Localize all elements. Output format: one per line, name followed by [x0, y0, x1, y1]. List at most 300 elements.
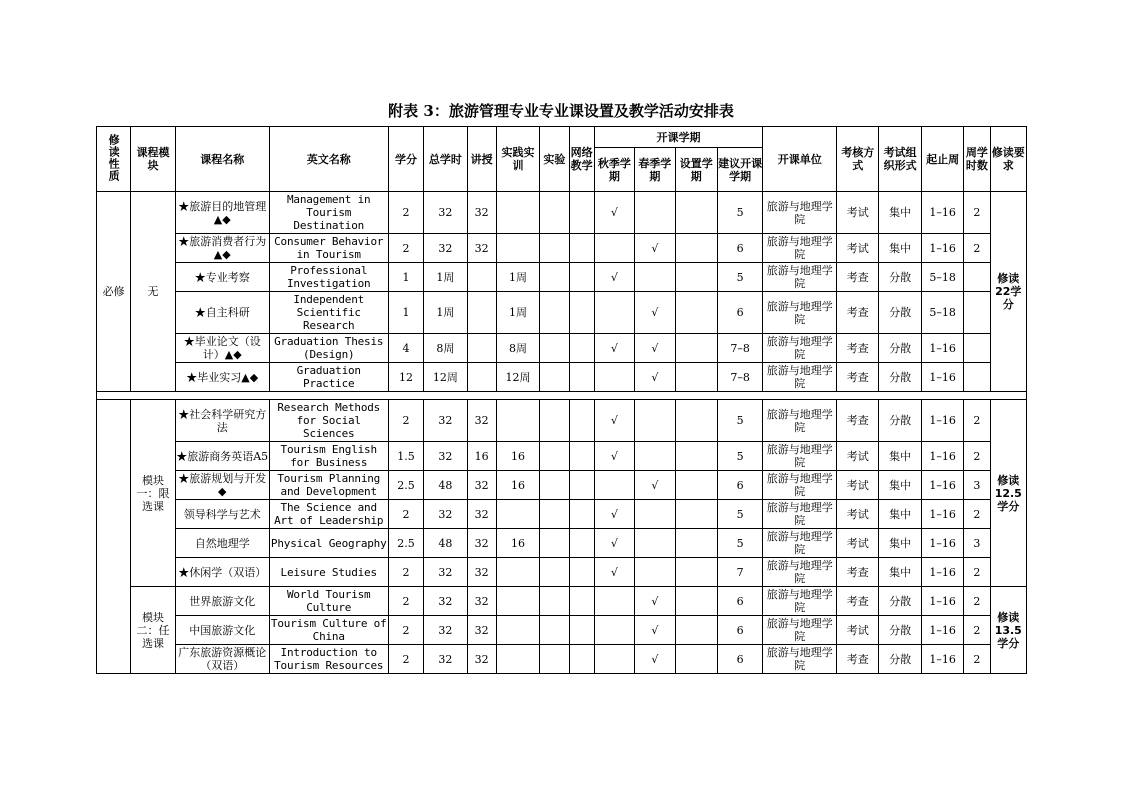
- weekly-hours-cell: 2: [964, 616, 990, 645]
- spring-cell: [635, 558, 675, 587]
- setup-cell: [675, 616, 717, 645]
- total-hours-cell: 32: [424, 192, 467, 234]
- experiment-cell: [540, 558, 569, 587]
- english-name-cell: Graduation Practice: [269, 363, 388, 392]
- online-cell: [569, 645, 594, 674]
- module-cell: 无: [131, 192, 175, 392]
- spring-cell: √: [635, 334, 675, 363]
- course-name-cell: ★毕业论文（设计）▲◆: [175, 334, 269, 363]
- spring-cell: √: [635, 471, 675, 500]
- weekly-hours-cell: 2: [964, 645, 990, 674]
- practice-cell: 16: [496, 471, 539, 500]
- total-hours-cell: 1周: [424, 263, 467, 292]
- exam-form-cell: 分散: [879, 292, 921, 334]
- course-name-cell: ★毕业实习▲◆: [175, 363, 269, 392]
- header-practice: 实践实训: [496, 127, 539, 192]
- spring-cell: [635, 192, 675, 234]
- assessment-cell: 考试: [837, 471, 879, 500]
- lecture-cell: 32: [467, 558, 496, 587]
- total-hours-cell: 32: [424, 645, 467, 674]
- exam-form-cell: 集中: [879, 442, 921, 471]
- weekly-hours-cell: [964, 292, 990, 334]
- suggested-cell: 7–8: [717, 334, 762, 363]
- exam-form-cell: 集中: [879, 558, 921, 587]
- total-hours-cell: 48: [424, 529, 467, 558]
- online-cell: [569, 292, 594, 334]
- online-cell: [569, 500, 594, 529]
- start-end-cell: 5–18: [921, 292, 963, 334]
- practice-cell: [496, 192, 539, 234]
- table-row: [97, 234, 1027, 263]
- total-hours-cell: 32: [424, 587, 467, 616]
- exam-form-cell: 集中: [879, 529, 921, 558]
- header-module: 课程模块: [131, 127, 175, 192]
- suggested-cell: 5: [717, 442, 762, 471]
- autumn-cell: [594, 363, 634, 392]
- experiment-cell: [540, 363, 569, 392]
- autumn-cell: √: [594, 334, 634, 363]
- header-unit: 开课单位: [763, 127, 837, 192]
- online-cell: [569, 400, 594, 442]
- weekly-hours-cell: 2: [964, 192, 990, 234]
- course-name-cell: ★旅游消费者行为▲◆: [175, 234, 269, 263]
- practice-cell: [496, 645, 539, 674]
- course-name-cell: ★休闲学（双语）: [175, 558, 269, 587]
- experiment-cell: [540, 529, 569, 558]
- experiment-cell: [540, 587, 569, 616]
- lecture-cell: 32: [467, 645, 496, 674]
- assessment-cell: 考查: [837, 400, 879, 442]
- table-row: [97, 363, 1027, 392]
- lecture-cell: 32: [467, 616, 496, 645]
- module-cell: 模块一：限选课: [131, 400, 175, 587]
- lecture-cell: 32: [467, 500, 496, 529]
- start-end-cell: 1–16: [921, 645, 963, 674]
- exam-form-cell: 集中: [879, 500, 921, 529]
- suggested-cell: 7: [717, 558, 762, 587]
- experiment-cell: [540, 471, 569, 500]
- unit-cell: 旅游与地理学院: [763, 471, 837, 500]
- spring-cell: [635, 529, 675, 558]
- suggested-cell: 7–8: [717, 363, 762, 392]
- credit-cell: 4: [388, 334, 423, 363]
- setup-cell: [675, 400, 717, 442]
- assessment-cell: 考试: [837, 616, 879, 645]
- autumn-cell: [594, 616, 634, 645]
- online-cell: [569, 192, 594, 234]
- lecture-cell: 32: [467, 471, 496, 500]
- english-name-cell: World Tourism Culture: [269, 587, 388, 616]
- setup-cell: [675, 234, 717, 263]
- english-name-cell: Professional Investigation: [269, 263, 388, 292]
- start-end-cell: 1–16: [921, 363, 963, 392]
- spring-cell: √: [635, 587, 675, 616]
- spring-cell: √: [635, 234, 675, 263]
- suggested-cell: 6: [717, 471, 762, 500]
- unit-cell: 旅游与地理学院: [763, 192, 837, 234]
- page-title: 附表 3：旅游管理专业专业课设置及教学活动安排表: [388, 102, 734, 120]
- credit-cell: 2: [388, 400, 423, 442]
- suggested-cell: 6: [717, 292, 762, 334]
- table-row: [97, 645, 1027, 674]
- course-name-cell: ★自主科研: [175, 292, 269, 334]
- setup-cell: [675, 292, 717, 334]
- online-cell: [569, 263, 594, 292]
- weekly-hours-cell: [964, 334, 990, 363]
- course-name-cell: ★专业考察: [175, 263, 269, 292]
- header-assessment: 考核方式: [837, 127, 879, 192]
- english-name-cell: Tourism English for Business: [269, 442, 388, 471]
- assessment-cell: 考查: [837, 263, 879, 292]
- assessment-cell: 考试: [837, 192, 879, 234]
- experiment-cell: [540, 234, 569, 263]
- assessment-cell: 考查: [837, 558, 879, 587]
- suggested-cell: 5: [717, 263, 762, 292]
- header-total-hours: 总学时: [424, 127, 467, 192]
- unit-cell: 旅游与地理学院: [763, 587, 837, 616]
- header-spring: 春季学期: [635, 148, 675, 192]
- experiment-cell: [540, 616, 569, 645]
- assessment-cell: 考查: [837, 334, 879, 363]
- autumn-cell: √: [594, 558, 634, 587]
- lecture-cell: [467, 292, 496, 334]
- header-weekly-hours: 周学时数: [964, 127, 990, 192]
- spring-cell: √: [635, 363, 675, 392]
- course-name-cell: ★旅游商务英语A5: [175, 442, 269, 471]
- spring-cell: [635, 500, 675, 529]
- weekly-hours-cell: 3: [964, 471, 990, 500]
- total-hours-cell: 32: [424, 616, 467, 645]
- online-cell: [569, 363, 594, 392]
- weekly-hours-cell: 2: [964, 400, 990, 442]
- credit-cell: 2: [388, 500, 423, 529]
- online-cell: [569, 234, 594, 263]
- course-name-cell: 自然地理学: [175, 529, 269, 558]
- spring-cell: [635, 400, 675, 442]
- assessment-cell: 考试: [837, 500, 879, 529]
- setup-cell: [675, 263, 717, 292]
- online-cell: [569, 442, 594, 471]
- suggested-cell: 6: [717, 645, 762, 674]
- lecture-cell: 32: [467, 529, 496, 558]
- weekly-hours-cell: 2: [964, 234, 990, 263]
- spring-cell: √: [635, 616, 675, 645]
- spring-cell: [635, 442, 675, 471]
- spring-cell: √: [635, 292, 675, 334]
- practice-cell: 1周: [496, 292, 539, 334]
- english-name-cell: Leisure Studies: [269, 558, 388, 587]
- table-row: [97, 192, 1027, 234]
- course-name-cell: 中国旅游文化: [175, 616, 269, 645]
- unit-cell: 旅游与地理学院: [763, 558, 837, 587]
- practice-cell: [496, 400, 539, 442]
- header-credit: 学分: [388, 127, 423, 192]
- header-experiment: 实验: [540, 127, 569, 192]
- course-name-cell: 广东旅游资源概论（双语）: [175, 645, 269, 674]
- unit-cell: 旅游与地理学院: [763, 292, 837, 334]
- start-end-cell: 1–16: [921, 192, 963, 234]
- header-requirement: 修读要求: [990, 127, 1026, 192]
- header-suggested: 建议开课学期: [717, 148, 762, 192]
- practice-cell: 8周: [496, 334, 539, 363]
- total-hours-cell: 1周: [424, 292, 467, 334]
- english-name-cell: Consumer Behavior in Tourism: [269, 234, 388, 263]
- autumn-cell: [594, 471, 634, 500]
- header-lecture: 讲授: [467, 127, 496, 192]
- requirement-cell: 修读22学分: [990, 192, 1026, 392]
- autumn-cell: [594, 645, 634, 674]
- header-exam-form: 考试组织形式: [879, 127, 921, 192]
- assessment-cell: 考试: [837, 442, 879, 471]
- start-end-cell: 5–18: [921, 263, 963, 292]
- unit-cell: 旅游与地理学院: [763, 529, 837, 558]
- online-cell: [569, 471, 594, 500]
- total-hours-cell: 48: [424, 471, 467, 500]
- unit-cell: 旅游与地理学院: [763, 334, 837, 363]
- weekly-hours-cell: 2: [964, 558, 990, 587]
- start-end-cell: 1–16: [921, 529, 963, 558]
- suggested-cell: 5: [717, 192, 762, 234]
- experiment-cell: [540, 500, 569, 529]
- practice-cell: [496, 587, 539, 616]
- weekly-hours-cell: 3: [964, 529, 990, 558]
- header-autumn: 秋季学期: [594, 148, 634, 192]
- exam-form-cell: 分散: [879, 616, 921, 645]
- english-name-cell: Graduation Thesis (Design): [269, 334, 388, 363]
- course-schedule-table: [96, 126, 1027, 674]
- total-hours-cell: 32: [424, 234, 467, 263]
- credit-cell: 2: [388, 616, 423, 645]
- setup-cell: [675, 442, 717, 471]
- lecture-cell: 32: [467, 587, 496, 616]
- header-setup: 设置学期: [675, 148, 717, 192]
- spring-cell: [635, 263, 675, 292]
- credit-cell: 12: [388, 363, 423, 392]
- total-hours-cell: 32: [424, 558, 467, 587]
- exam-form-cell: 分散: [879, 645, 921, 674]
- practice-cell: 16: [496, 442, 539, 471]
- group-separator: [97, 392, 1027, 400]
- header-course-name: 课程名称: [175, 127, 269, 192]
- assessment-cell: 考查: [837, 645, 879, 674]
- online-cell: [569, 616, 594, 645]
- suggested-cell: 5: [717, 400, 762, 442]
- header-start-end: 起止周: [921, 127, 963, 192]
- lecture-cell: 32: [467, 400, 496, 442]
- credit-cell: 2: [388, 192, 423, 234]
- header-nature: 修读性质: [97, 127, 131, 192]
- weekly-hours-cell: 2: [964, 500, 990, 529]
- assessment-cell: 考查: [837, 363, 879, 392]
- lecture-cell: [467, 363, 496, 392]
- setup-cell: [675, 192, 717, 234]
- table-row: [97, 558, 1027, 587]
- table-row: [97, 400, 1027, 442]
- practice-cell: 1周: [496, 263, 539, 292]
- start-end-cell: 1–16: [921, 400, 963, 442]
- exam-form-cell: 分散: [879, 587, 921, 616]
- assessment-cell: 考试: [837, 234, 879, 263]
- start-end-cell: 1–16: [921, 616, 963, 645]
- exam-form-cell: 分散: [879, 263, 921, 292]
- course-name-cell: ★旅游规划与开发◆: [175, 471, 269, 500]
- total-hours-cell: 8周: [424, 334, 467, 363]
- start-end-cell: 1–16: [921, 471, 963, 500]
- suggested-cell: 6: [717, 616, 762, 645]
- english-name-cell: Tourism Culture of China: [270, 617, 387, 643]
- unit-cell: 旅游与地理学院: [763, 363, 837, 392]
- setup-cell: [675, 334, 717, 363]
- requirement-cell: 修读12.5学分: [990, 400, 1026, 587]
- weekly-hours-cell: [964, 363, 990, 392]
- exam-form-cell: 集中: [879, 234, 921, 263]
- practice-cell: 12周: [496, 363, 539, 392]
- english-name-cell: The Science and Art of Leadership: [269, 500, 388, 529]
- course-name-cell: ★旅游目的地管理▲◆: [175, 192, 269, 234]
- credit-cell: 2: [388, 587, 423, 616]
- start-end-cell: 1–16: [921, 334, 963, 363]
- start-end-cell: 1–16: [921, 500, 963, 529]
- total-hours-cell: 32: [424, 400, 467, 442]
- experiment-cell: [540, 292, 569, 334]
- spring-cell: √: [635, 645, 675, 674]
- header-semester-group: 开课学期: [594, 127, 763, 148]
- autumn-cell: √: [594, 500, 634, 529]
- nature-cell: 必修: [97, 192, 131, 392]
- credit-cell: 2: [388, 645, 423, 674]
- experiment-cell: [540, 442, 569, 471]
- course-name-cell: ★社会科学研究方法: [175, 400, 269, 442]
- table-row: [97, 616, 1027, 645]
- setup-cell: [675, 500, 717, 529]
- table-row: [97, 263, 1027, 292]
- start-end-cell: 1–16: [921, 587, 963, 616]
- table-row: [97, 334, 1027, 363]
- assessment-cell: 考查: [837, 292, 879, 334]
- credit-cell: 1.5: [388, 442, 423, 471]
- credit-cell: 2.5: [388, 529, 423, 558]
- exam-form-cell: 分散: [879, 363, 921, 392]
- exam-form-cell: 集中: [879, 471, 921, 500]
- setup-cell: [675, 363, 717, 392]
- course-name-cell: 领导科学与艺术: [175, 500, 269, 529]
- online-cell: [569, 587, 594, 616]
- suggested-cell: 5: [717, 500, 762, 529]
- autumn-cell: [594, 234, 634, 263]
- total-hours-cell: 32: [424, 442, 467, 471]
- setup-cell: [675, 558, 717, 587]
- setup-cell: [675, 471, 717, 500]
- lecture-cell: 16: [467, 442, 496, 471]
- module-cell: 模块二：任选课: [131, 587, 175, 674]
- online-cell: [569, 529, 594, 558]
- table-row: [97, 471, 1027, 500]
- header-online: 网络教学: [569, 127, 594, 192]
- credit-cell: 2.5: [388, 471, 423, 500]
- exam-form-cell: 分散: [879, 334, 921, 363]
- unit-cell: 旅游与地理学院: [763, 645, 837, 674]
- experiment-cell: [540, 192, 569, 234]
- english-name-cell: Independent Scientific Research: [269, 292, 388, 334]
- english-name-cell: Tourism Planning and Development: [269, 471, 388, 500]
- practice-cell: [496, 500, 539, 529]
- practice-cell: 16: [496, 529, 539, 558]
- unit-cell: 旅游与地理学院: [763, 263, 837, 292]
- table-row: [97, 587, 1027, 616]
- table-row: [97, 292, 1027, 334]
- autumn-cell: √: [594, 263, 634, 292]
- lecture-cell: [467, 263, 496, 292]
- experiment-cell: [540, 334, 569, 363]
- practice-cell: [496, 616, 539, 645]
- weekly-hours-cell: 2: [964, 587, 990, 616]
- lecture-cell: 32: [467, 192, 496, 234]
- suggested-cell: 6: [717, 234, 762, 263]
- credit-cell: 1: [388, 263, 423, 292]
- start-end-cell: 1–16: [921, 558, 963, 587]
- autumn-cell: √: [594, 192, 634, 234]
- setup-cell: [675, 587, 717, 616]
- table-row: [97, 442, 1027, 471]
- start-end-cell: 1–16: [921, 234, 963, 263]
- autumn-cell: √: [594, 400, 634, 442]
- online-cell: [569, 558, 594, 587]
- nature-cell: [97, 400, 131, 674]
- english-name-cell: Research Methods for Social Sciences: [269, 400, 388, 442]
- english-name-cell: Physical Geography: [269, 529, 388, 558]
- lecture-cell: [467, 334, 496, 363]
- credit-cell: 2: [388, 558, 423, 587]
- unit-cell: 旅游与地理学院: [763, 442, 837, 471]
- table-body: [97, 192, 1027, 674]
- autumn-cell: [594, 587, 634, 616]
- assessment-cell: 考查: [837, 587, 879, 616]
- exam-form-cell: 分散: [879, 400, 921, 442]
- total-hours-cell: 32: [424, 500, 467, 529]
- table-row: [97, 500, 1027, 529]
- autumn-cell: √: [594, 529, 634, 558]
- experiment-cell: [540, 400, 569, 442]
- credit-cell: 2: [388, 234, 423, 263]
- setup-cell: [675, 529, 717, 558]
- setup-cell: [675, 645, 717, 674]
- assessment-cell: 考试: [837, 529, 879, 558]
- table-row: [97, 529, 1027, 558]
- suggested-cell: 5: [717, 529, 762, 558]
- credit-cell: 1: [388, 292, 423, 334]
- online-cell: [569, 334, 594, 363]
- practice-cell: [496, 234, 539, 263]
- weekly-hours-cell: 2: [964, 442, 990, 471]
- autumn-cell: [594, 292, 634, 334]
- course-name-cell: 世界旅游文化: [175, 587, 269, 616]
- unit-cell: 旅游与地理学院: [763, 400, 837, 442]
- english-name-cell: Introduction to Tourism Resources: [269, 645, 388, 674]
- unit-cell: 旅游与地理学院: [763, 500, 837, 529]
- exam-form-cell: 集中: [879, 192, 921, 234]
- suggested-cell: 6: [717, 587, 762, 616]
- lecture-cell: 32: [467, 234, 496, 263]
- unit-cell: 旅游与地理学院: [763, 234, 837, 263]
- unit-cell: 旅游与地理学院: [763, 616, 837, 645]
- total-hours-cell: 12周: [424, 363, 467, 392]
- experiment-cell: [540, 263, 569, 292]
- header-english-name: 英文名称: [269, 127, 388, 192]
- english-name-cell: Management in Tourism Destination: [269, 192, 388, 234]
- weekly-hours-cell: [964, 263, 990, 292]
- experiment-cell: [540, 645, 569, 674]
- start-end-cell: 1–16: [921, 442, 963, 471]
